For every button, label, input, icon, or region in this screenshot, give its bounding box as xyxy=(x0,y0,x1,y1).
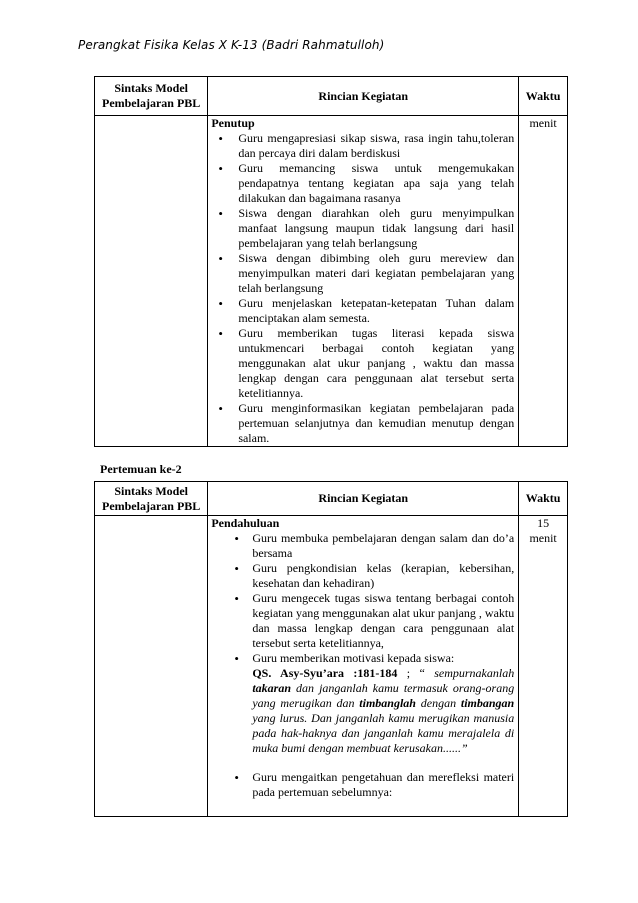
quote-reference: QS. Asy-Syu’ara :181-184 xyxy=(252,666,398,680)
header-sintaks-line1: Sintaks Model xyxy=(114,483,188,498)
list-item: • Guru mengaitkan pengetahuan dan merefleksi materi pada pertemuan sebelumnya: xyxy=(208,770,514,800)
list-item: • Siswa dengan dibimbing oleh guru mereview dan menyimpulkan materi dari kegiatan pembelajaran yang telah berlangsung xyxy=(208,251,514,296)
section-title: Pendahuluan xyxy=(211,516,280,530)
table-row xyxy=(95,116,568,447)
waktu-cell xyxy=(519,116,568,447)
column-header-waktu: Waktu xyxy=(519,77,568,116)
quote-separator: ; “ xyxy=(397,666,435,680)
quote-emphasis: takaran xyxy=(252,681,291,695)
header-sintaks-line2: Pembelajaran PBL xyxy=(101,498,201,513)
motivasi-text: Guru memberikan motivasi kepada siswa: xyxy=(252,651,455,665)
activity-list xyxy=(208,131,518,446)
table-header-row xyxy=(95,482,568,516)
column-header-rincian: Rincian Kegiatan xyxy=(208,77,519,116)
quote-part: sempurnakanlah xyxy=(434,666,515,680)
spacer xyxy=(252,756,514,770)
quote-emphasis: timbangan xyxy=(460,696,515,710)
activity-list xyxy=(208,531,518,800)
list-item: • Guru mengapresiasi sikap siswa, rasa ingin tahu,toleran dan percaya diri dalam berdiskusi xyxy=(208,131,514,161)
table-row xyxy=(95,516,568,817)
header-sintaks-line1: Sintaks Model xyxy=(114,81,188,95)
rincian-cell xyxy=(208,116,519,447)
waktu-cell xyxy=(519,516,568,817)
section-heading-pertemuan: Pertemuan ke-2 xyxy=(100,462,182,476)
sintaks-cell xyxy=(95,516,208,817)
list-item-motivasi xyxy=(208,651,514,770)
list-item: • Guru menjelaskan ketepatan-ketepatan Tuhan dalam menciptakan alam semesta. xyxy=(208,296,514,326)
waktu-value: menit xyxy=(529,116,557,130)
waktu-number: 15 xyxy=(537,516,550,530)
list-item: • Guru memancing siswa untuk mengemukakan pendapatnya tentang kegiatan apa saja yang telah dilakukan dan bagaimana rasanya xyxy=(208,161,514,206)
page-header: Perangkat Fisika Kelas X K-13 (Badri Rahmatulloh) xyxy=(78,38,385,52)
section-title: Penutup xyxy=(211,116,255,130)
column-header-rincian: Rincian Kegiatan xyxy=(208,482,519,516)
list-item: • Siswa dengan diarahkan oleh guru menyimpulkan manfaat langsung maupun tidak langsung dari hasil pembelajaran yang telah berlangsung xyxy=(208,206,514,251)
quote-emphasis: timbanglah xyxy=(359,696,416,710)
header-sintaks-line2: Pembelajaran PBL xyxy=(101,96,201,110)
quote-part: yang lurus. Dan janganlah kamu merugikan manusia pada hak-haknya dan janganlah kamu merajalela di muka bumi dengan membuat kerusakan......” xyxy=(252,711,515,755)
list-item: • Guru membuka pembelajaran dengan salam dan do’a bersama xyxy=(208,531,514,561)
activity-table-penutup xyxy=(94,76,568,447)
list-item: • Guru pengkondisian kelas (kerapian, kebersihan, kesehatan dan kehadiran) xyxy=(208,561,514,591)
sintaks-cell xyxy=(95,116,208,447)
list-item: • Guru menginformasikan kegiatan pembelajaran pada pertemuan selanjutnya dan kemudian menutup dengan salam. xyxy=(208,401,514,446)
column-header-sintaks xyxy=(95,482,208,516)
waktu-unit: menit xyxy=(529,531,557,545)
column-header-sintaks xyxy=(95,77,208,116)
column-header-waktu: Waktu xyxy=(519,482,568,516)
list-item: • Guru mengecek tugas siswa tentang berbagai contoh kegiatan yang menggunakan alat ukur panjang , waktu dan massa lengkap dengan cara penggunaan alat tersebut serta ketelitiannya, xyxy=(208,591,514,651)
rincian-cell xyxy=(208,516,519,817)
activity-table-pendahuluan xyxy=(94,481,568,817)
list-item: • Guru memberikan tugas literasi kepada siswa untukmencari berbagai contoh kegiatan yang menggunakan alat ukur panjang , waktu dan massa lengkap dengan cara penggunaan alat tersebut serta ketelitiannya. xyxy=(208,326,514,401)
quote-part: dengan xyxy=(415,696,461,710)
quote-part: dan janganlah kamu termasuk orang-orang yang merugikan dan xyxy=(252,681,515,710)
table-header-row xyxy=(95,77,568,116)
